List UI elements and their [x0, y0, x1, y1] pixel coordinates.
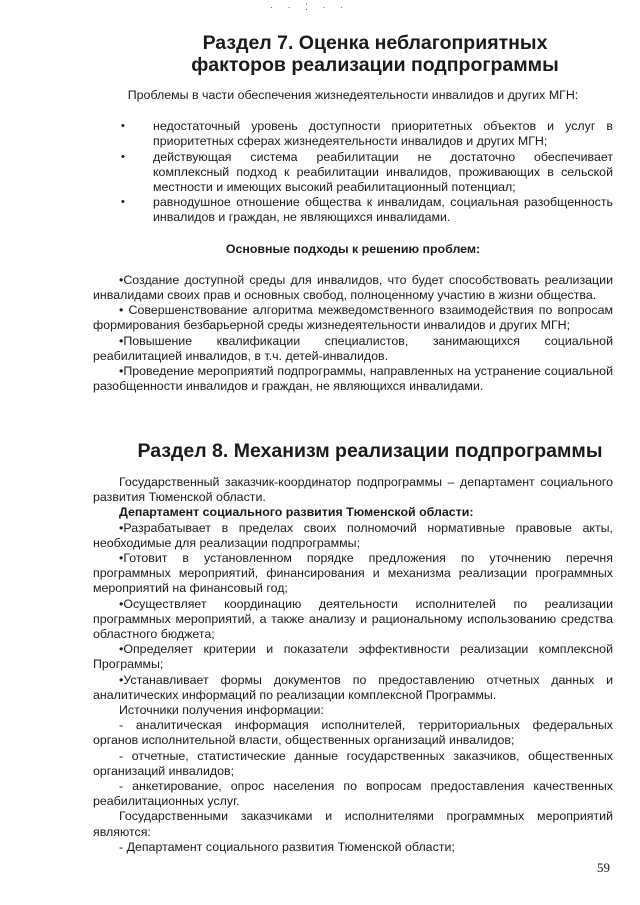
customers-text: Государственными заказчиками и исполнителями программных мероприятий являются:	[93, 809, 613, 839]
source-item: - анкетирование, опрос населения по вопросам предоставления качественных реабилитационных услуг.	[93, 779, 613, 809]
section-8-title: Раздел 8. Механизм реализации подпрограммы	[137, 440, 603, 462]
page-number: 59	[597, 860, 610, 875]
duty-item: •Устанавливает формы документов по предоставлению отчетных данных и аналитических информаций по реализации комплексной Программы.	[93, 672, 613, 702]
sources-heading: Источники получения информации:	[119, 703, 324, 718]
problem-text: недостаточный уровень доступности приоритетных объектов и услуг в приоритетных сферах жизнедеятельности инвалидов и других МГН;	[153, 119, 613, 149]
duty-item: •Осуществляет координацию деятельности исполнителей по реализации программных мероприятий, а также анализу и рациональному использованию средства областного бюджета;	[93, 596, 613, 642]
source-item: - отчетные, статистические данные государственных заказчиков, общественных организаций инвалидов;	[93, 748, 613, 778]
duty-item: •Готовит в установленном порядке предложения по уточнению перечня программных мероприятий, финансирования и механизма реализации программных мероприятий на финансовый год;	[93, 551, 613, 596]
source-item: - аналитическая информация исполнителей, территориальных федеральных органов исполнительной власти, общественных организаций инвалидов;	[93, 718, 613, 748]
scan-marks: · · ⁚ · ·	[270, 2, 349, 12]
problem-item	[93, 195, 613, 225]
duty-item: •Разрабатывает в пределах своих полномочий нормативные правовые акты, необходимые для реализации подпрограммы;	[93, 520, 613, 550]
section-8-body	[93, 475, 613, 855]
approach-item: •Повышение квалификации специалистов, занимающихся социальной реабилитацией инвалидов, в т.ч. детей-инвалидов.	[93, 333, 613, 363]
approach-item: •Проведение мероприятий подпрограммы, направленных на устранение социальной разобщенности инвалидов и граждан, не являющихся инвалидами.	[93, 364, 613, 394]
coordinator-intro: Государственный заказчик-координатор подпрограммы – департамент социального развития Тюменской области.	[93, 475, 613, 505]
problem-text: действующая система реабилитации не достаточно обеспечивает комплексный подход к реабилитации инвалидов, проживающих в сельской местности и имеющих высокий реабилитационный потенциал;	[153, 149, 613, 195]
approach-item: • Совершенствование алгоритма межведомственного взаимодействия по вопросам формирования безбарьерной среды жизнедеятельности инвалидов и других МГН;	[93, 303, 613, 333]
problem-item	[93, 150, 613, 196]
customer-item: - Департамент социального развития Тюменской области;	[119, 839, 455, 854]
problems-intro: Проблемы в части обеспечения жизнедеятельности инвалидов и других МГН:	[127, 88, 579, 102]
section-7-body	[93, 88, 613, 394]
bullet-icon: •	[121, 196, 125, 209]
section-7-title: Раздел 7. Оценка неблагоприятных факторов реализации подпрограммы	[191, 32, 559, 76]
approach-item: •Создание доступной среды для инвалидов, что будет способствовать реализации инвалидами своих прав и основных свобод, полноценному участию в жизни общества.	[93, 272, 613, 303]
problem-text: равнодушное отношение общества к инвалидам, социальная разобщенность инвалидов и граждан, не являющихся инвалидами.	[153, 195, 613, 225]
bullet-icon: •	[121, 120, 125, 133]
duty-item: •Определяет критерии и показатели эффективности реализации комплексной Программы;	[93, 642, 613, 672]
bullet-icon: •	[121, 150, 125, 163]
department-heading: Департамент социального развития Тюменской области:	[119, 505, 474, 520]
problem-item	[93, 119, 613, 149]
approaches-heading: Основные подходы к решению проблем:	[225, 241, 481, 256]
